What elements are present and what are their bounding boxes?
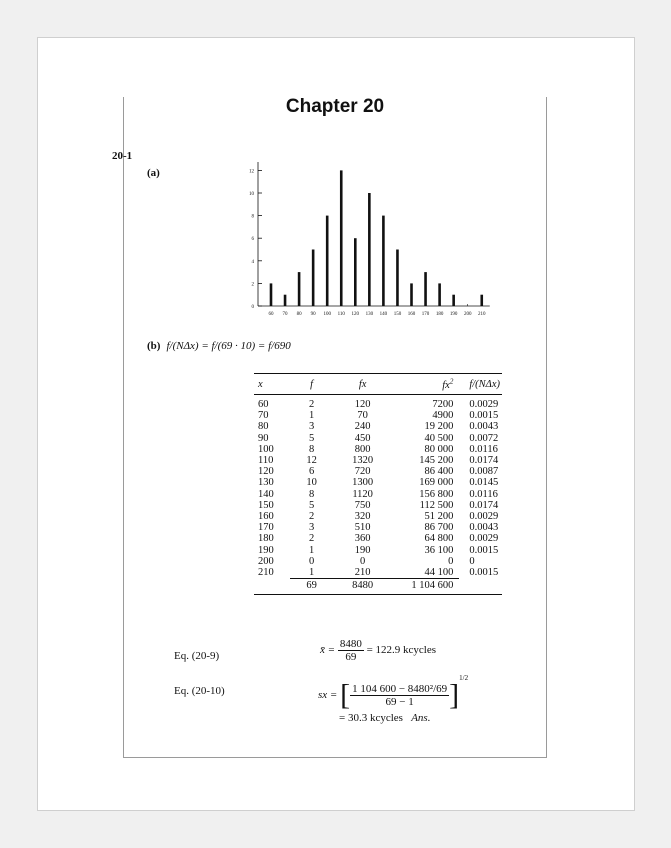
table-cell: 90 [258,432,269,444]
table-cell: 51 200 [424,510,454,522]
table-cell: 8 [308,443,315,455]
eq3-answer [339,712,430,724]
table-cell: 160 [258,510,274,522]
table-cell: 0.0174 [469,455,499,467]
eq2-label: Eq. (20-10) [174,685,225,697]
x-tick-label: 130 [365,312,374,317]
table-row [254,466,502,477]
table-cell: 100 [258,443,274,455]
table-row [254,489,502,500]
bar [424,272,427,306]
table-cell: 64 800 [424,533,454,545]
table-cell: 0 [360,555,366,567]
table-row [254,444,502,455]
table-cell: 750 [354,499,371,511]
bar [452,295,455,306]
table-cell: 70 [258,410,269,422]
table-cell: 70 [357,410,368,422]
table-totals-row [254,579,502,595]
bar [480,295,483,306]
part-b-expression: f/(NΔx) = f/(69 · 10) = f/690 [166,340,291,352]
table-cell: 145 200 [419,455,454,467]
table-cell: 120 [354,399,371,411]
table-cell: 210 [258,567,274,579]
table-cell: 140 [258,488,274,500]
x-tick-label: 110 [337,312,345,317]
bar [438,283,441,306]
x-tick-label: 100 [323,312,331,317]
eq2-exponent: 1/2 [459,674,469,682]
bar [396,250,399,307]
table-cell: 0.0015 [469,567,499,579]
bar [340,170,343,306]
table-cell: 5 [308,499,315,511]
histogram-chart [240,162,500,322]
x-tick-label: 120 [351,312,360,317]
bar [410,283,413,306]
table-cell: 2 [308,510,315,522]
x-tick-label: 190 [449,312,458,317]
table-row [254,567,502,579]
bar [298,272,301,306]
table-row [254,544,502,555]
table-row [254,395,502,411]
eq2-std-dev: sx = [ $\frac{\text{1 104 600 − 8480²/69}}{69 - 1}$ ]$^{1/2}$ [318,674,469,712]
table-cell: 0.0015 [469,410,499,422]
table-cell: 0 [308,555,315,567]
table-cell: 2 [308,399,315,411]
table-cell: 19 200 [424,421,454,433]
table-cell: 190 [354,544,371,556]
eq1-fraction [338,638,364,663]
header-density: f/(NΔx) [469,378,500,390]
x-tick-label: 210 [478,312,486,317]
table-body [254,395,502,595]
table-total-cell: 69 [306,580,317,592]
x-tick-label: 80 [296,312,302,317]
table-cell: 0.0145 [469,477,499,489]
x-tick-label: 200 [463,312,472,317]
table-cell: 0.0174 [469,499,499,511]
bar [312,250,315,307]
bar [368,193,371,306]
table-cell: 0.0116 [469,488,498,500]
x-tick-label: 60 [268,312,274,317]
bar [284,295,287,306]
x-tick-label: 170 [421,312,430,317]
eq2-denominator: 69 − 1 [385,695,414,708]
table-cell: 169 000 [419,477,454,489]
eq1-label: Eq. (20-9) [174,650,220,662]
table-cell: 120 [258,466,274,478]
y-tick-label: 8 [251,214,254,220]
table-cell: 8 [308,488,315,500]
eq1-denominator: 69 [345,651,357,663]
table-row [254,477,502,488]
table-cell: 1300 [352,477,374,489]
table-cell: 1120 [352,488,373,500]
x-tick-label: 90 [310,312,316,317]
eq1-lhs: x̄ = [320,644,336,657]
table-row [254,522,502,533]
bar [326,216,329,306]
table-cell: 0.0043 [469,421,499,433]
table-cell: 510 [354,522,371,534]
table-cell: 3 [308,522,315,534]
table-cell: 36 100 [424,544,454,556]
table-cell: 80 000 [424,443,454,455]
header-x: x [258,378,263,390]
y-tick-label: 4 [251,259,254,265]
part-b-label: (b) [147,340,161,352]
header-fx: fx [358,378,367,390]
table-cell: 130 [258,477,274,489]
table-cell: 210 [333,567,392,579]
eq3-result: = 30.3 kcycles [339,712,403,724]
eq2-numerator: 1 104 600 − 8480²/69 [352,682,448,695]
y-tick-label: 2 [251,282,254,288]
table-cell: 200 [258,555,274,567]
table-cell: 1320 [352,455,374,467]
table-cell: 6 [308,466,315,478]
table-header-row [254,374,502,395]
part-a-label: (a) [147,167,160,179]
x-tick-label: 160 [407,312,416,317]
eq1-result: = 122.9 kcycles [366,644,436,657]
table-cell: 4900 [432,410,454,422]
table-cell: 0 [448,555,454,567]
table-cell: 86 700 [424,522,454,534]
table-cell: 10 [306,477,317,489]
y-tick-label: 10 [249,192,254,197]
table-total-cell [459,579,502,595]
table-cell: 2 [308,533,315,545]
table-cell: 44 100 [392,567,459,579]
table-cell: 150 [258,499,274,511]
y-tick-label: 12 [249,169,254,175]
table-cell: 7200 [432,399,454,411]
table-cell: 112 500 [419,499,454,511]
table-cell: 0.0087 [469,466,499,478]
table-cell: 40 500 [424,432,454,444]
eq1-numerator: 8480 [339,638,362,650]
table-cell: 0.0015 [469,544,499,556]
problem-number: 20-1 [112,150,133,162]
table-cell: 0.0029 [469,399,499,411]
table-cell: 170 [258,522,274,534]
table-row [254,511,502,522]
table-cell: 60 [258,399,269,411]
table-row [254,433,502,444]
x-tick-label: 140 [379,312,388,317]
table-cell: 800 [354,443,371,455]
x-tick-label: 180 [435,312,444,317]
table-total-cell: 8480 [352,580,374,592]
part-b-line [147,340,291,352]
table-total-cell [254,579,290,595]
table-cell: 0.0116 [469,443,498,455]
table-cell: 0.0072 [469,432,499,444]
eq2-fraction [350,683,449,708]
table-cell: 190 [258,544,274,556]
table-cell: 5 [308,432,315,444]
x-tick-label: 70 [282,312,288,317]
bar [270,283,273,306]
table-cell: 320 [354,510,371,522]
eq3-ans: Ans. [411,712,431,724]
eq1-mean [320,638,436,663]
table-cell: 1 [290,567,334,579]
table-cell: 360 [354,533,371,545]
eq2-lhs: sx = [318,689,338,701]
y-tick-label: 6 [251,237,254,243]
table-cell: 110 [258,455,274,467]
table-cell: 0.0029 [469,510,499,522]
bar [354,238,357,306]
header-fx2: $fx^2$ [442,377,454,391]
bar [382,216,385,306]
table-cell: 0 [469,555,475,567]
x-tick-label: 150 [393,312,402,317]
table-row [254,421,502,432]
table-row [254,410,502,421]
table-row [254,500,502,511]
table-row [254,455,502,466]
y-tick-label: 0 [251,305,254,310]
table-cell: 1 [308,410,315,422]
header-f: f [310,378,314,390]
table-cell: 240 [354,421,371,433]
table-row [254,556,502,567]
table-total-cell: 1 104 600 [411,580,454,592]
table-cell: 0.0043 [469,522,499,534]
table-cell: 1 [308,544,315,556]
table-cell: 720 [354,466,371,478]
table-cell: 450 [354,432,371,444]
table-cell: 156 800 [419,488,454,500]
table-cell: 80 [258,421,269,433]
table-cell: 3 [308,421,315,433]
chapter-title: Chapter 20 [285,96,385,117]
table-cell: 180 [258,533,274,545]
table-cell: 0.0029 [469,533,499,545]
table-cell: 86 400 [424,466,454,478]
frequency-table [254,373,502,595]
table-row [254,533,502,544]
table-cell: 12 [306,455,317,467]
